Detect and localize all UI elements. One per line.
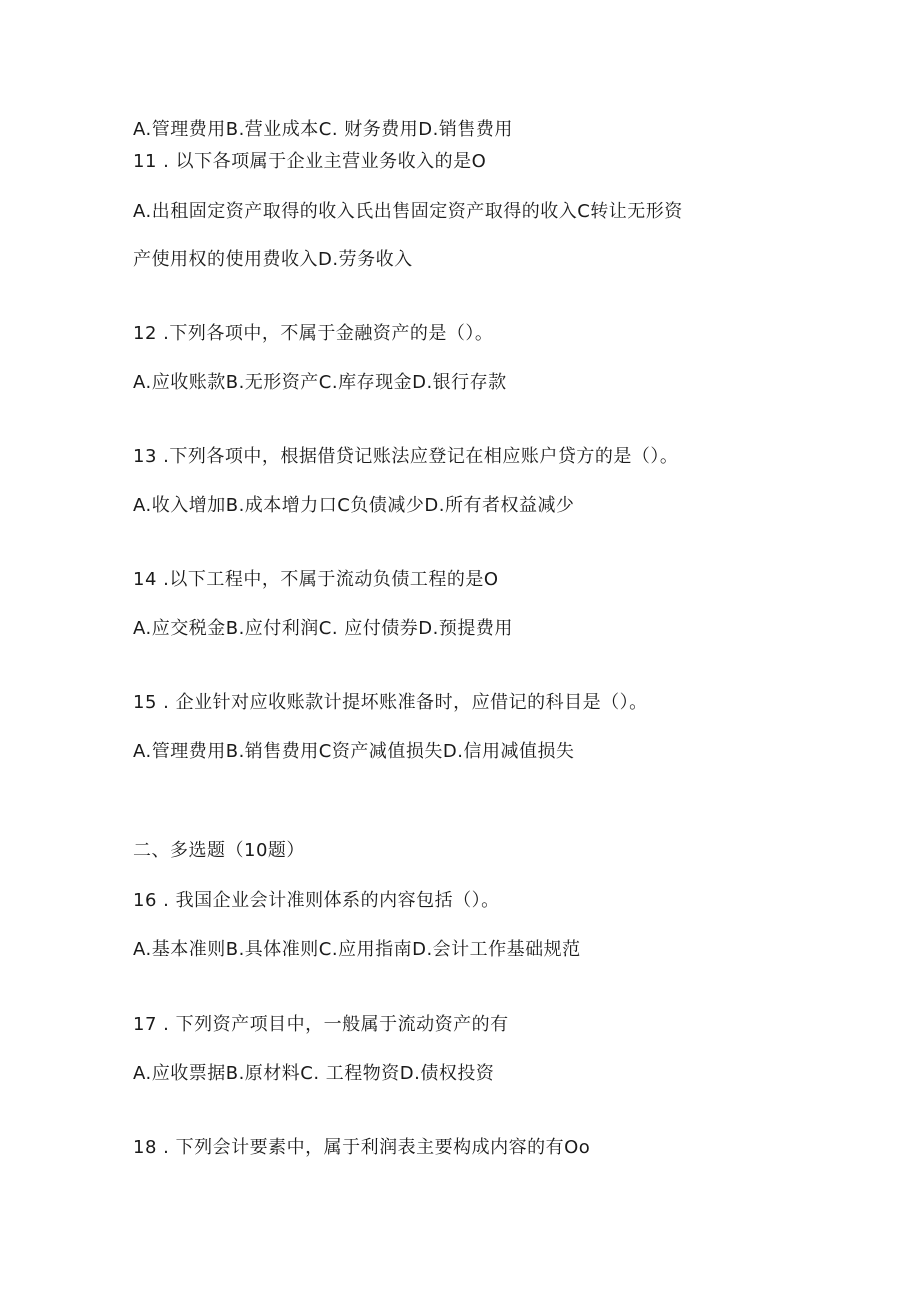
q17-options: A.应收票据B.原材料C. 工程物资D.债权投资: [133, 1063, 495, 1084]
q16-options: A.基本准则B.具体准则C.应用指南D.会计工作基础规范: [133, 939, 581, 960]
q14-question: 14 .以下工程中，不属于流动负债工程的是O: [133, 569, 499, 590]
q15-question: 15 . 企业针对应收账款计提坏账准备时，应借记的科目是（）。: [133, 692, 648, 713]
q14-options: A.应交税金B.应付利润C. 应付债券D.预提费用: [133, 618, 513, 639]
q11-options-line1: A.出租固定资产取得的收入氏出售固定资产取得的收入C转让无形资: [133, 201, 683, 222]
q11-question: 11 . 以下各项属于企业主营业务收入的是O: [133, 151, 487, 172]
section-heading: 二、多选题（10题）: [133, 840, 305, 861]
q12-options: A.应收账款B.无形资产C.库存现金D.银行存款: [133, 372, 507, 393]
q15-options: A.管理费用B.销售费用C资产减值损失D.信用减值损失: [133, 741, 575, 762]
q17-question: 17 . 下列资产项目中，一般属于流动资产的有: [133, 1014, 509, 1035]
q13-options: A.收入增加B.成本增力口C负债减少D.所有者权益减少: [133, 495, 575, 516]
q10-options: A.管理费用B.营业成本C. 财务费用D.销售费用: [133, 119, 513, 140]
q13-question: 13 .下列各项中，根据借贷记账法应登记在相应账户贷方的是（）。: [133, 446, 679, 467]
q16-question: 16 . 我国企业会计准则体系的内容包括（）。: [133, 890, 500, 911]
q12-question: 12 .下列各项中，不属于金融资产的是（）。: [133, 323, 494, 344]
q18-question: 18 . 下列会计要素中，属于利润表主要构成内容的有Oo: [133, 1137, 591, 1158]
q11-options-line2: 产使用权的使用费收入D.劳务收入: [133, 249, 413, 270]
